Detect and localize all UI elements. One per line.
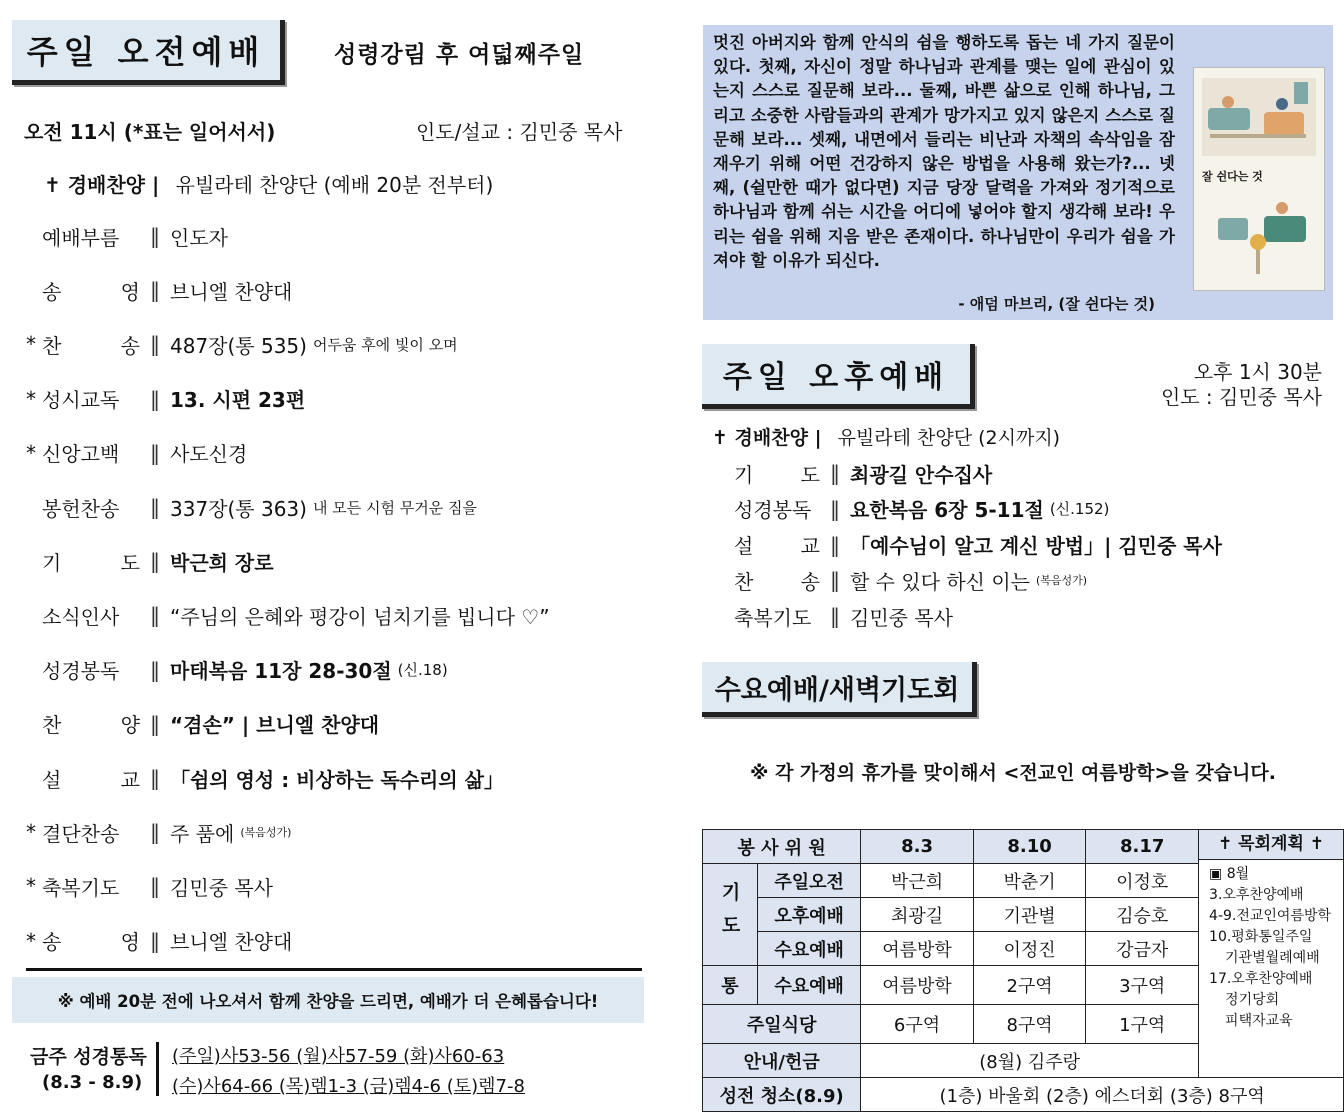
row-label: 수요예배	[758, 932, 861, 966]
bible-dates: (8.3 - 8.9)	[42, 1072, 143, 1093]
row-label: 주일오전	[758, 864, 861, 898]
order-value: “주님의 은혜와 평강이 넘치기를 빕니다 ♡”	[170, 604, 550, 629]
order-label: 성경봉독	[734, 498, 812, 523]
table-cell: 최광길	[861, 898, 973, 932]
separator: ‖	[830, 496, 840, 521]
separator: ‖	[150, 495, 160, 519]
table-cell: 2구역	[973, 966, 1086, 1005]
order-value: 인도자	[170, 225, 228, 250]
order-extra: 내 모든 시험 무거운 짐을	[312, 498, 477, 517]
order-label: 송 영	[42, 279, 140, 304]
afternoon-time: 오후 1시 30분	[1193, 360, 1322, 384]
order-label: 축복기도	[42, 875, 120, 900]
order-value: 김민중 목사	[850, 605, 953, 630]
order-label: 봉헌찬송	[42, 496, 120, 521]
plan-line: 기관별월례예배	[1225, 950, 1320, 966]
morning-title-box	[12, 20, 285, 85]
morning-notice: ※ 예배 20분 전에 나오셔서 함께 찬양을 드리면, 예배가 더 은혜롭습니다!	[57, 992, 599, 1011]
order-label: 설 교	[42, 767, 140, 792]
separator: ‖	[150, 332, 160, 357]
quote-text: 멋진 아버지와 함께 안식의 쉼을 행하도록 돕는 네 가지 질문이 있다. 첫째, 자신이 정말 하나님과 관계를 맺는 일에 관심이 있는지 스스로 질문해 보라... 둘째, 바쁜 삶으로 인해 하나님, 그리고 소중한 사람들과의 관계가 망가지고 있지 않은지 스스로 질문해 보라... 셋째, 내면에서 들리는 비난과 자책의 속삭임을 잠재우기 위해 어떤 건강하지 않은 방법을 사용해 왔는가?... 넷째, (쉴만한 때가 없다면) 지금 당장 달력을 가져와 정기적으로 하나님과 함께 쉬는 시간을 어디에 넣어야 할지 생각해 보라! 우리는 쉼을 위해 지음 받은 존재이다. 하나님만이 우리가 쉼을 가져야 할 이유가 되신다.	[713, 33, 1175, 270]
afternoon-title-box	[702, 344, 975, 409]
order-label: 결단찬송	[42, 821, 120, 846]
table-cell: 3구역	[1086, 966, 1199, 1005]
order-label: 찬 양	[42, 713, 140, 738]
usher-value: (8월) 김주랑	[861, 1044, 1199, 1078]
separator: ‖	[150, 224, 160, 248]
separator: ‖	[150, 549, 160, 574]
table-cell: 1구역	[1086, 1005, 1199, 1044]
order-label: 송 영	[42, 930, 140, 955]
quote-box	[703, 25, 1333, 320]
separator: ‖	[150, 386, 160, 411]
plan-line: 3.오후찬양예배	[1209, 887, 1304, 903]
order-value: 마태복음 11장 28-30절	[170, 659, 392, 684]
afternoon-item	[712, 492, 1109, 526]
prelude-value: 유빌라테 찬양단 (예배 20분 전부터)	[175, 173, 494, 197]
clean-label: 성전 청소(8.9)	[703, 1078, 861, 1112]
order-label: 소식인사	[42, 604, 120, 629]
order-item	[24, 541, 274, 581]
plan-line: 10.평화통일주일	[1209, 929, 1313, 945]
stand-marker: *	[26, 874, 36, 899]
order-label: 설 교	[734, 534, 820, 559]
order-item	[24, 650, 448, 690]
afternoon-item	[712, 563, 1087, 597]
separator: ‖	[830, 568, 840, 593]
quote-author: - 애덤 마브리, (잘 쉰다는 것)	[958, 295, 1155, 313]
order-value: 사도신경	[170, 442, 248, 467]
table-cell: 여름방학	[861, 966, 973, 1005]
order-item	[24, 704, 379, 744]
order-value: 브니엘 찬양대	[170, 279, 293, 304]
order-label: 예배부름	[42, 225, 120, 250]
separator: ‖	[150, 603, 160, 628]
order-item	[24, 921, 292, 961]
clean-value: (1층) 바울회 (2층) 에스더회 (3층) 8구역	[861, 1078, 1344, 1112]
afternoon-leader: 인도 : 김민중 목사	[1160, 385, 1322, 409]
morning-time: 오전 11시 (*표는 일어서서)	[24, 120, 276, 144]
separator: ‖	[150, 820, 160, 845]
order-label: 찬 송	[734, 569, 820, 594]
afternoon-item	[712, 456, 992, 490]
plan-line: 17.오후찬양예배	[1209, 971, 1313, 987]
table-header-date-3: 8.17	[1086, 830, 1199, 864]
separator: ‖	[150, 278, 160, 303]
order-item	[24, 379, 305, 419]
order-item	[24, 487, 477, 527]
afternoon-prelude	[712, 423, 1060, 450]
order-label: 성시교독	[42, 388, 120, 413]
separator: ‖	[150, 440, 160, 465]
afternoon-title: 주일 오후예배	[722, 360, 950, 395]
order-value: “겸손” | 브니엘 찬양대	[170, 713, 380, 738]
table-cell: 박춘기	[973, 864, 1086, 898]
separator: ‖	[150, 874, 160, 899]
order-item	[24, 866, 273, 906]
order-value: 487장(통 535)	[170, 333, 307, 358]
order-item	[24, 324, 458, 364]
table-cell: 이정진	[973, 932, 1086, 966]
morning-notice-box	[12, 977, 644, 1023]
plan-line: 피택자교육	[1225, 1013, 1293, 1029]
order-value: 「쉼의 영성 : 비상하는 독수리의 삶」	[170, 767, 504, 792]
plan-line: ▣ 8월	[1209, 866, 1250, 882]
order-label: 찬 송	[42, 333, 140, 358]
order-extra: (복음성가)	[240, 826, 292, 840]
bible-reading	[26, 1038, 646, 1102]
order-item	[24, 758, 504, 798]
order-label: 축복기도	[734, 605, 812, 630]
book-title: 잘 쉰다는 것	[1202, 170, 1263, 183]
morning-prelude	[44, 169, 493, 198]
prayer-group-label: 기도	[703, 864, 758, 966]
stand-marker: *	[26, 386, 36, 411]
separator: ‖	[150, 928, 160, 953]
row-label: 오후예배	[758, 898, 861, 932]
usher-label: 안내/헌금	[703, 1044, 861, 1078]
order-value: 브니엘 찬양대	[170, 930, 293, 955]
bible-separator	[156, 1042, 159, 1096]
divider-line	[26, 968, 642, 971]
order-extra: 어두움 후에 빛이 오며	[312, 335, 458, 354]
separator: ‖	[150, 711, 160, 736]
plan-line: 4-9.전교인여름방학	[1209, 908, 1332, 924]
order-value: 박근희 장로	[170, 550, 274, 575]
order-item	[24, 595, 550, 635]
order-label: 기 도	[734, 462, 820, 487]
wednesday-title-box	[702, 662, 977, 717]
table-cell: 이정호	[1086, 864, 1199, 898]
plan-line: 정기당회	[1225, 992, 1280, 1008]
order-extra: (신.152)	[1049, 500, 1110, 519]
order-item	[24, 812, 291, 852]
morning-title: 주일 오전예배	[26, 33, 266, 71]
duty-table	[702, 829, 1344, 1112]
morning-subtitle: 성령강림 후 여덟째주일	[334, 42, 585, 68]
order-value: 할 수 있다 하신 이는	[850, 569, 1030, 594]
table-header-date-2: 8.10	[973, 830, 1086, 864]
table-header-date-1: 8.3	[861, 830, 973, 864]
afternoon-prelude-value: 유빌라테 찬양단 (2시까지)	[837, 427, 1061, 449]
separator: ‖	[830, 532, 840, 557]
order-value: 최광길 안수집사	[850, 462, 993, 487]
order-label: 성경봉독	[42, 659, 120, 684]
order-extra: (복음성가)	[1036, 574, 1088, 588]
order-label: 기 도	[42, 550, 140, 575]
order-extra: (신.18)	[397, 661, 448, 680]
table-cell: 강금자	[1086, 932, 1199, 966]
separator: ‖	[830, 604, 840, 629]
intercession-label: 통	[703, 966, 758, 1005]
order-value: 주 품에	[170, 821, 235, 846]
separator: ‖	[830, 461, 840, 485]
order-value: 「예수님이 알고 계신 방법」| 김민중 목사	[850, 534, 1222, 559]
prelude-label: ✝ 경배찬양 |	[44, 173, 160, 197]
afternoon-prelude-label: ✝ 경배찬양 |	[712, 427, 822, 449]
order-value: 김민중 목사	[170, 875, 273, 900]
row-label: 수요예배	[758, 966, 861, 1005]
table-cell: 6구역	[861, 1005, 973, 1044]
stand-marker: *	[26, 928, 36, 953]
afternoon-item	[712, 599, 953, 633]
bible-line-2: (수)사64-66 (목)렘1-3 (금)렘4-6 (토)렘7-8	[172, 1076, 525, 1097]
afternoon-item	[712, 528, 1222, 562]
order-value: 13. 시편 23편	[170, 388, 306, 413]
stand-marker: *	[26, 820, 36, 845]
bible-line-1: (주일)사53-56 (월)사57-59 (화)사60-63	[172, 1046, 505, 1067]
stand-marker: *	[26, 440, 36, 465]
order-item	[24, 270, 292, 310]
order-item	[24, 433, 247, 473]
separator: ‖	[150, 766, 160, 790]
stand-marker: *	[26, 332, 36, 357]
separator: ‖	[150, 657, 160, 682]
wednesday-title: 수요예배/새벽기도회	[714, 674, 960, 706]
plan-header: ✝ 목회계획 ✝	[1199, 830, 1343, 860]
plan-cell	[1199, 830, 1344, 1078]
order-label: 신앙고백	[42, 442, 120, 467]
morning-leader: 인도/설교 : 김민중 목사	[416, 120, 623, 144]
book-cover	[1193, 67, 1325, 291]
bible-title: 금주 성경통독	[30, 1046, 147, 1068]
table-header-role: 봉 사 위 원	[703, 830, 861, 864]
table-cell: 기관별	[973, 898, 1086, 932]
wednesday-notice: ※ 각 가정의 휴가를 맞이해서 <전교인 여름방학>을 갖습니다.	[750, 762, 1276, 784]
table-cell: 8구역	[973, 1005, 1086, 1044]
table-cell: 김승호	[1086, 898, 1199, 932]
order-value: 337장(통 363)	[170, 496, 307, 521]
row-label: 주일식당	[703, 1005, 861, 1044]
order-value: 요한복음 6장 5-11절	[850, 498, 1044, 523]
table-cell: 박근희	[861, 864, 973, 898]
table-cell: 여름방학	[861, 932, 973, 966]
order-item	[24, 216, 228, 256]
